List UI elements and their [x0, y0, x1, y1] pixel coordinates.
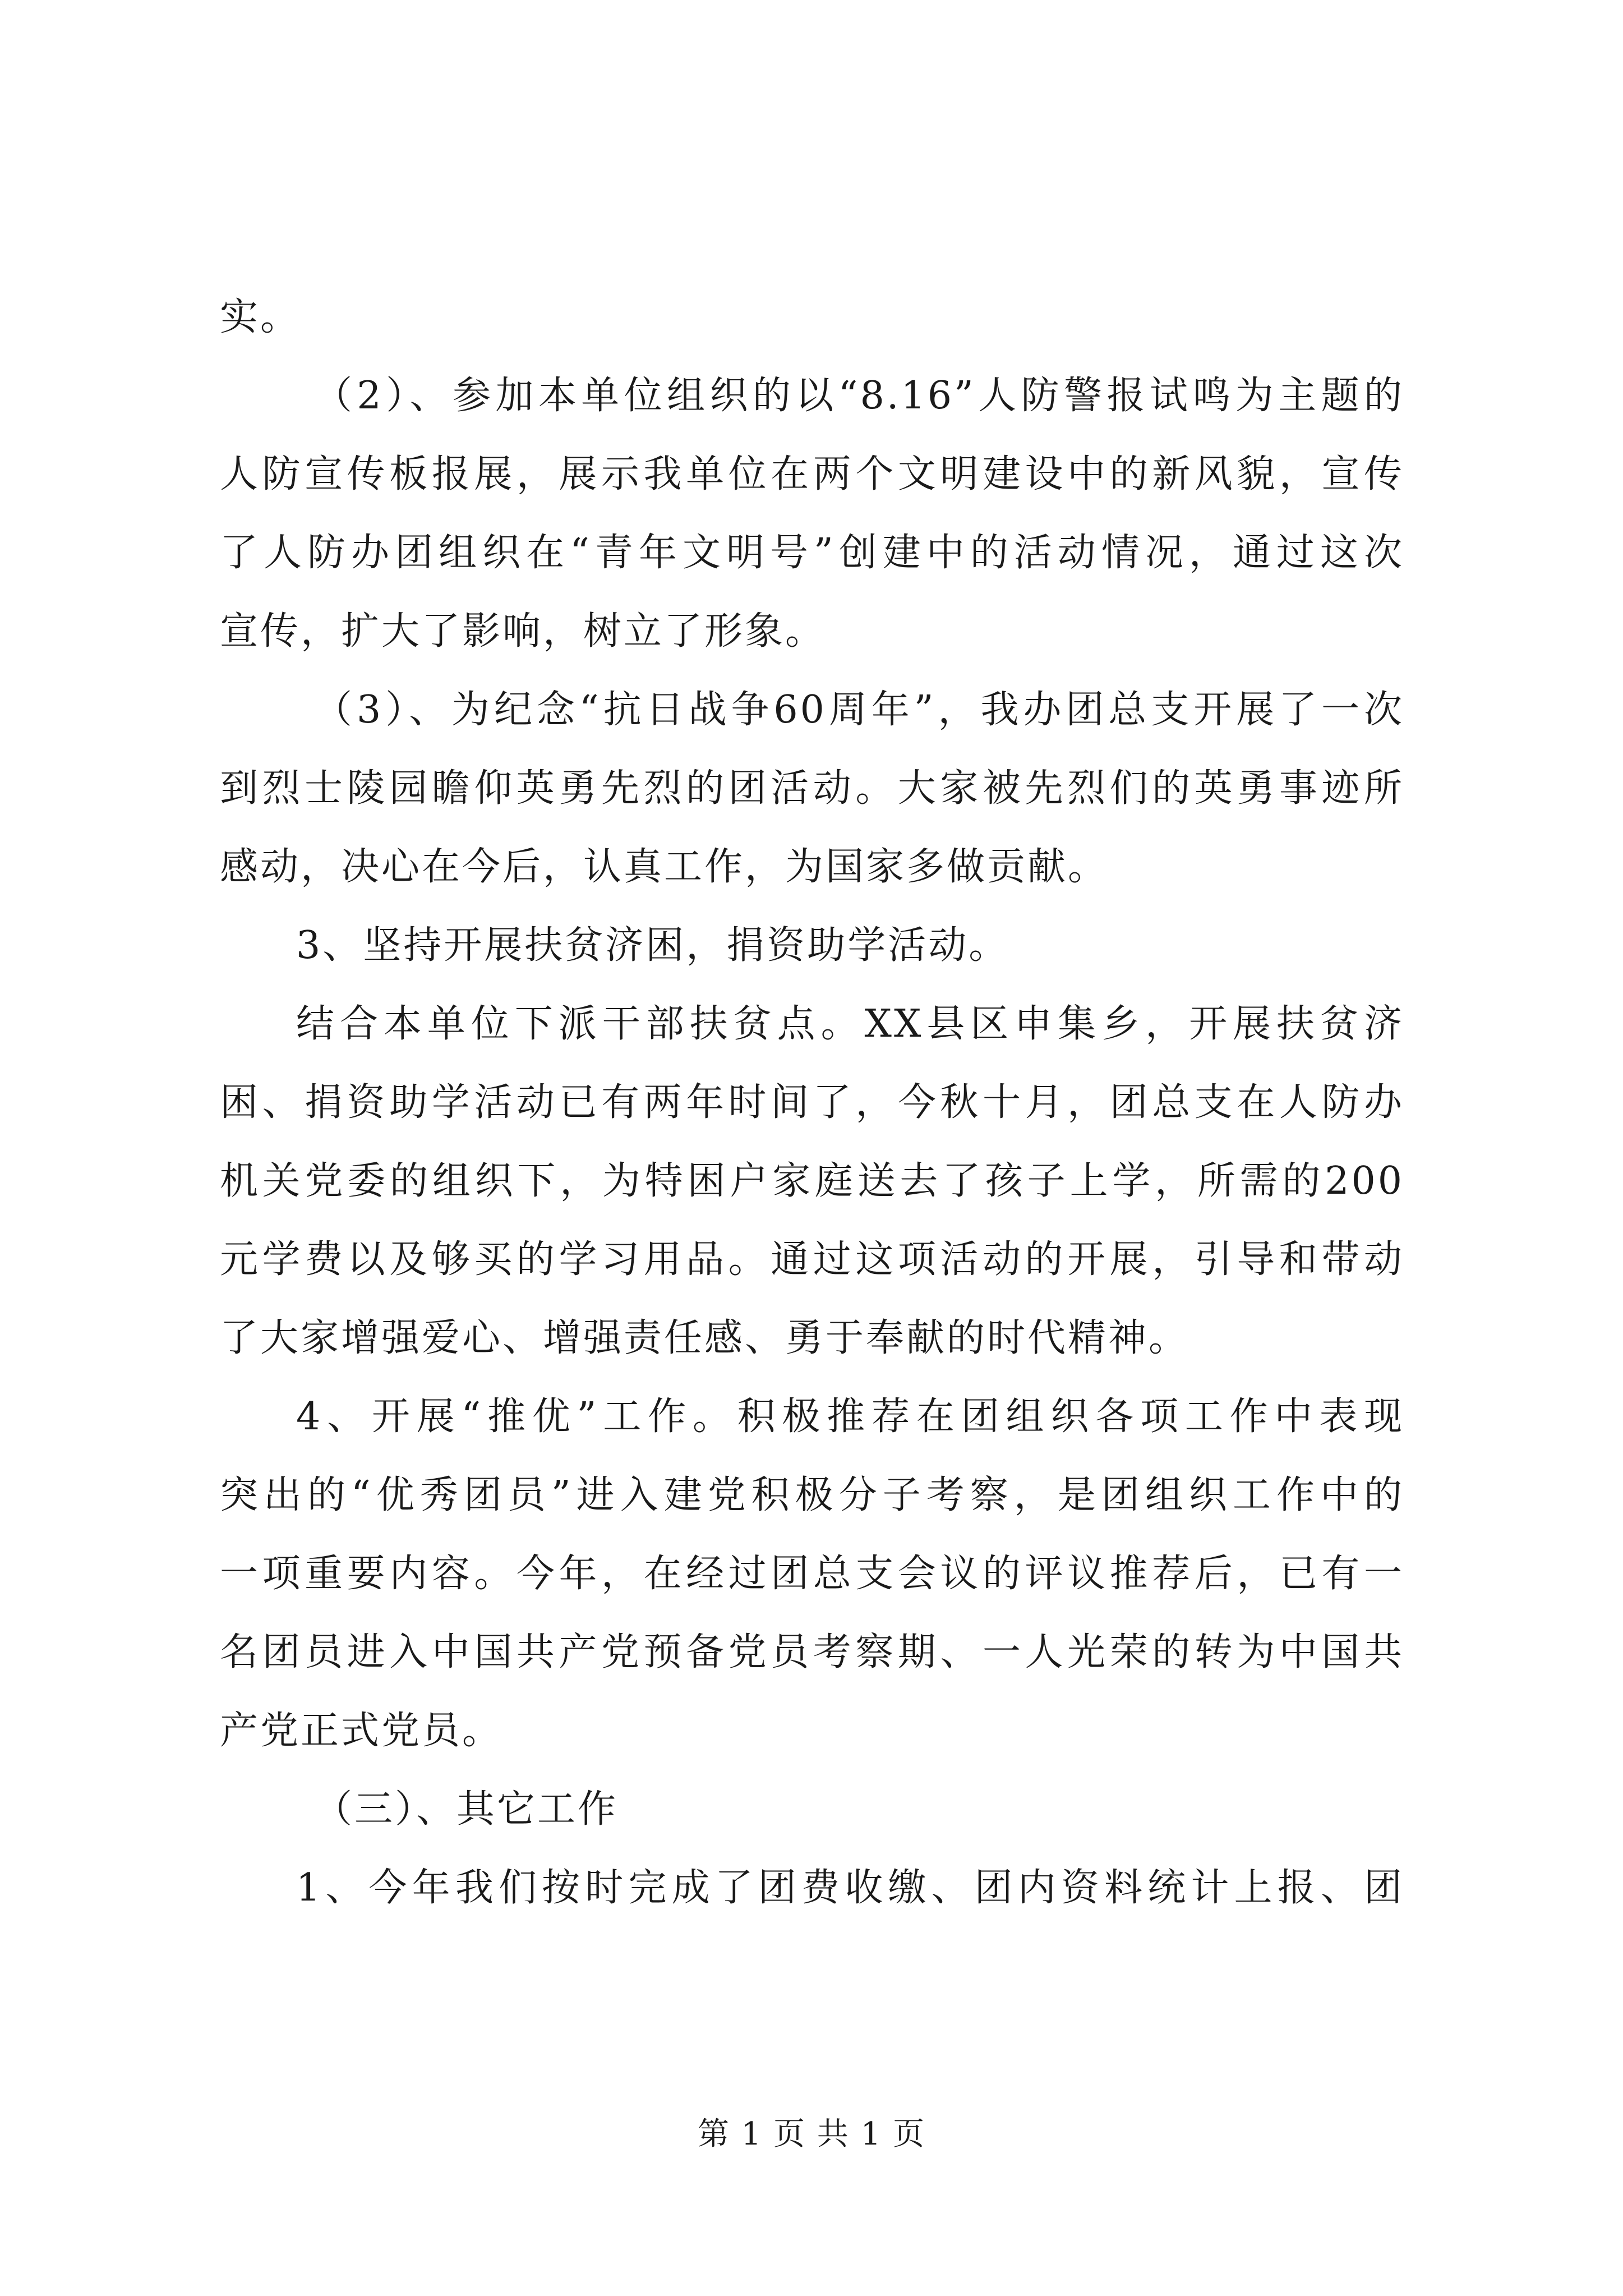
paragraph-poverty-relief [220, 985, 1404, 1378]
text-line: 1、今年我们按时完成了团费收缴、团内资料统计上报、团 [296, 1866, 1404, 1910]
text-line: 感动，决心在今后，认真工作，为国家多做贡献。 [220, 845, 1109, 889]
text-line: 3、坚持开展扶贫济困，捐资助学活动。 [296, 923, 1009, 968]
paragraph-recommend [220, 1378, 1404, 1770]
text-line: （三）、其它工作 [314, 1787, 619, 1832]
text-line: 人防宣传板报展，展示我单位在两个文明建设中的新风貌，宣传 [220, 452, 1404, 496]
text-line: （2）、参加本单位组织的以“8.16”人防警报试鸣为主题的 [314, 374, 1404, 418]
text-line: 了大家增强爱心、增强责任感、勇于奉献的时代精神。 [220, 1316, 1189, 1360]
section-heading-3 [220, 907, 1404, 985]
text-line: （3）、为纪念“抗日战争60周年”，我办团总支开展了一次 [314, 688, 1404, 732]
page-number-footer: 第 1 页 共 1 页 [697, 2116, 926, 2152]
paragraph-item-2 [220, 357, 1404, 671]
paragraph-item-3 [220, 671, 1404, 907]
text-line: 宣传，扩大了影响，树立了形象。 [220, 609, 826, 654]
paragraph-continuation [220, 278, 1404, 357]
text-line: 机关党委的组织下，为特困户家庭送去了孩子上学，所需的200 [220, 1159, 1404, 1203]
section-heading-other-work [220, 1770, 1404, 1849]
text-line: 产党正式党员。 [220, 1709, 503, 1753]
text-line: 名团员进入中国共产党预备党员考察期、一人光荣的转为中国共 [220, 1630, 1404, 1674]
document-body [220, 278, 1404, 1927]
text-line: 困、捐资助学活动已有两年时间了，今秋十月，团总支在人防办 [220, 1080, 1404, 1125]
paragraph-other-work-1 [220, 1849, 1404, 1927]
text-line: 了人防办团组织在“青年文明号”创建中的活动情况，通过这次 [220, 531, 1404, 575]
text-line: 实。 [220, 295, 301, 339]
text-line: 一项重要内容。今年，在经过团总支会议的评议推荐后，已有一 [220, 1552, 1404, 1596]
text-line: 4、开展“推优”工作。积极推荐在团组织各项工作中表现 [296, 1395, 1404, 1439]
text-line: 到烈士陵园瞻仰英勇先烈的团活动。大家被先烈们的英勇事迹所 [220, 766, 1404, 811]
text-line: 结合本单位下派干部扶贫点。XX县区申集乡，开展扶贫济 [296, 1002, 1404, 1046]
text-line: 元学费以及够买的学习用品。通过这项活动的开展，引导和带动 [220, 1237, 1404, 1282]
text-line: 突出的“优秀团员”进入建党积极分子考察，是团组织工作中的 [220, 1473, 1404, 1517]
